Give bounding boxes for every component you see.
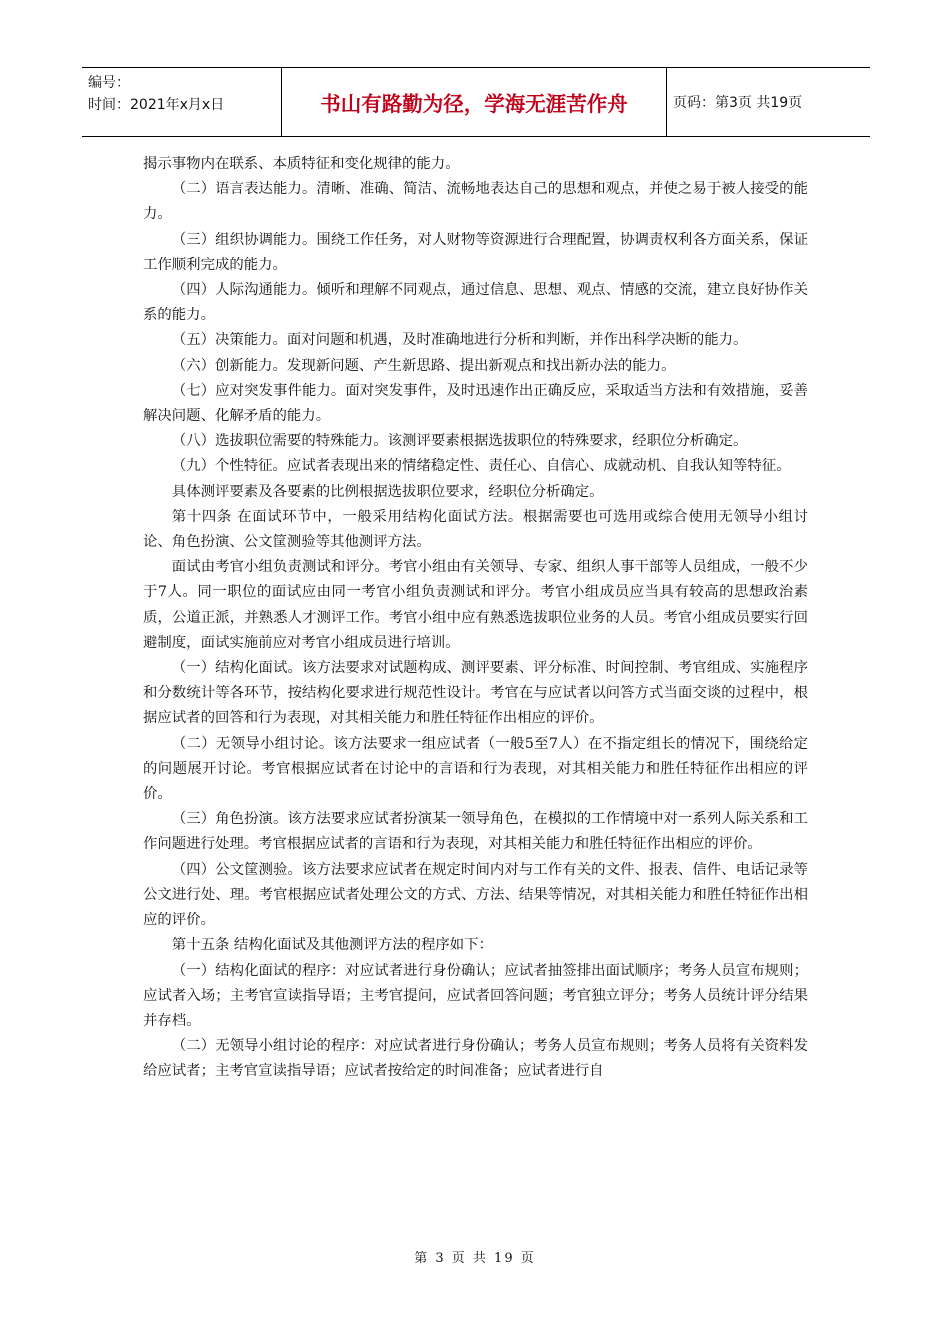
header-page-label: 页码：第3页 共19页: [673, 95, 803, 111]
paragraph: 揭示事物内在联系、本质特征和变化规律的能力。: [143, 156, 460, 172]
paragraph: 具体测评要素及各要素的比例根据选拔职位要求，经职位分析确定。: [171, 483, 604, 500]
paragraph: （二）无领导小组讨论。该方法要求一组应试者（一般5至7人）在不指定组长的情况下，围绕给定的问题展开讨论。考官根据应试者在讨论中的言语和行为表现，对其相关能力和胜任特征作出相应的评价。: [143, 735, 808, 803]
paragraph: （三）角色扮演。该方法要求应试者扮演某一领导角色，在模拟的工作情境中对一系列人际关系和工作问题进行处理。考官根据应试者的言语和行为表现，对其相关能力和胜任特征作出相应的评价。: [143, 811, 808, 853]
page-footer: 第 3 页 共 19 页: [414, 1251, 536, 1266]
page-header: [82, 67, 870, 137]
header-time-label: 时间：2021年x月x日: [88, 97, 225, 113]
paragraph: （一）结构化面试的程序：对应试者进行身份确认；应试者抽签排出面试顺序；考务人员宣布规则；应试者入场；主考官宣读指导语；主考官提问，应试者回答问题；考官独立评分；考务人员统计评分结果并存档。: [143, 962, 808, 1029]
paragraph: （四）人际沟通能力。倾听和理解不同观点，通过信息、思想、观点、情感的交流，建立良好协作关系的能力。: [143, 282, 808, 324]
header-number-label: 编号：: [88, 75, 130, 91]
paragraph: 第十五条 结构化面试及其他测评方法的程序如下：: [171, 937, 493, 954]
paragraph: （九）个性特征。应试者表现出来的情绪稳定性、责任心、自信心、成就动机、自我认知等特征。: [171, 458, 791, 475]
paragraph: （七）应对突发事件能力。面对突发事件，及时迅速作出正确反应，采取适当方法和有效措施，妥善解决问题、化解矛盾的能力。: [143, 382, 808, 425]
paragraph: （六）创新能力。发现新问题、产生新思路、提出新观点和找出新办法的能力。: [171, 357, 676, 374]
paragraph: （二）语言表达能力。清晰、准确、简洁、流畅地表达自己的思想和观点，并使之易于被人接受的能力。: [143, 181, 808, 223]
paragraph: （八）选拔职位需要的特殊能力。该测评要素根据选拔职位的特殊要求，经职位分析确定。: [171, 433, 748, 450]
paragraph: （三）组织协调能力。围绕工作任务，对人财物等资源进行合理配置，协调责权利各方面关系，保证工作顺利完成的能力。: [143, 231, 808, 273]
paragraph: （四）公文筐测验。该方法要求应试者在规定时间内对与工作有关的文件、报表、信件、电话记录等公文进行处、理。考官根据应试者处理公文的方式、方法、结果等情况，对其相关能力和胜任特征作出相应的评价。: [143, 861, 808, 929]
paragraph: （二）无领导小组讨论的程序：对应试者进行身份确认；考务人员宣布规则；考务人员将有关资料发给应试者；主考官宣读指导语；应试者按给定的时间准备；应试者进行自: [143, 1038, 808, 1080]
paragraph: 第十四条 在面试环节中，一般采用结构化面试方法。根据需要也可选用或综合使用无领导小组讨论、角色扮演、公文筐测验等其他测评方法。: [143, 508, 808, 551]
header-meta: [82, 68, 282, 136]
paragraph: （五）决策能力。面对问题和机遇，及时准确地进行分析和判断，并作出科学决断的能力。: [171, 332, 748, 349]
header-slogan: 书山有路勤为径，学海无涯苦作舟: [282, 68, 667, 136]
paragraph: 面试由考官小组负责测试和评分。考官小组由有关领导、专家、组织人事干部等人员组成，一般不少于7人。同一职位的面试应由同一考官小组负责测试和评分。考官小组成员应当具有较高的思想政治素质，公道正派，并熟悉人才测评工作。考官小组中应有熟悉选拔职位业务的人员。考官小组成员要实行回避制度，面试实施前应对考官小组成员进行培训。: [143, 559, 808, 651]
paragraph: （一）结构化面试。该方法要求对试题构成、测评要素、评分标准、时间控制、考官组成、实施程序和分数统计等各环节，按结构化要求进行规范性设计。考官在与应试者以问答方式当面交谈的过程中，根据应试者的回答和行为表现，对其相关能力和胜任特征作出相应的评价。: [143, 660, 808, 727]
document-body: [143, 152, 808, 1085]
